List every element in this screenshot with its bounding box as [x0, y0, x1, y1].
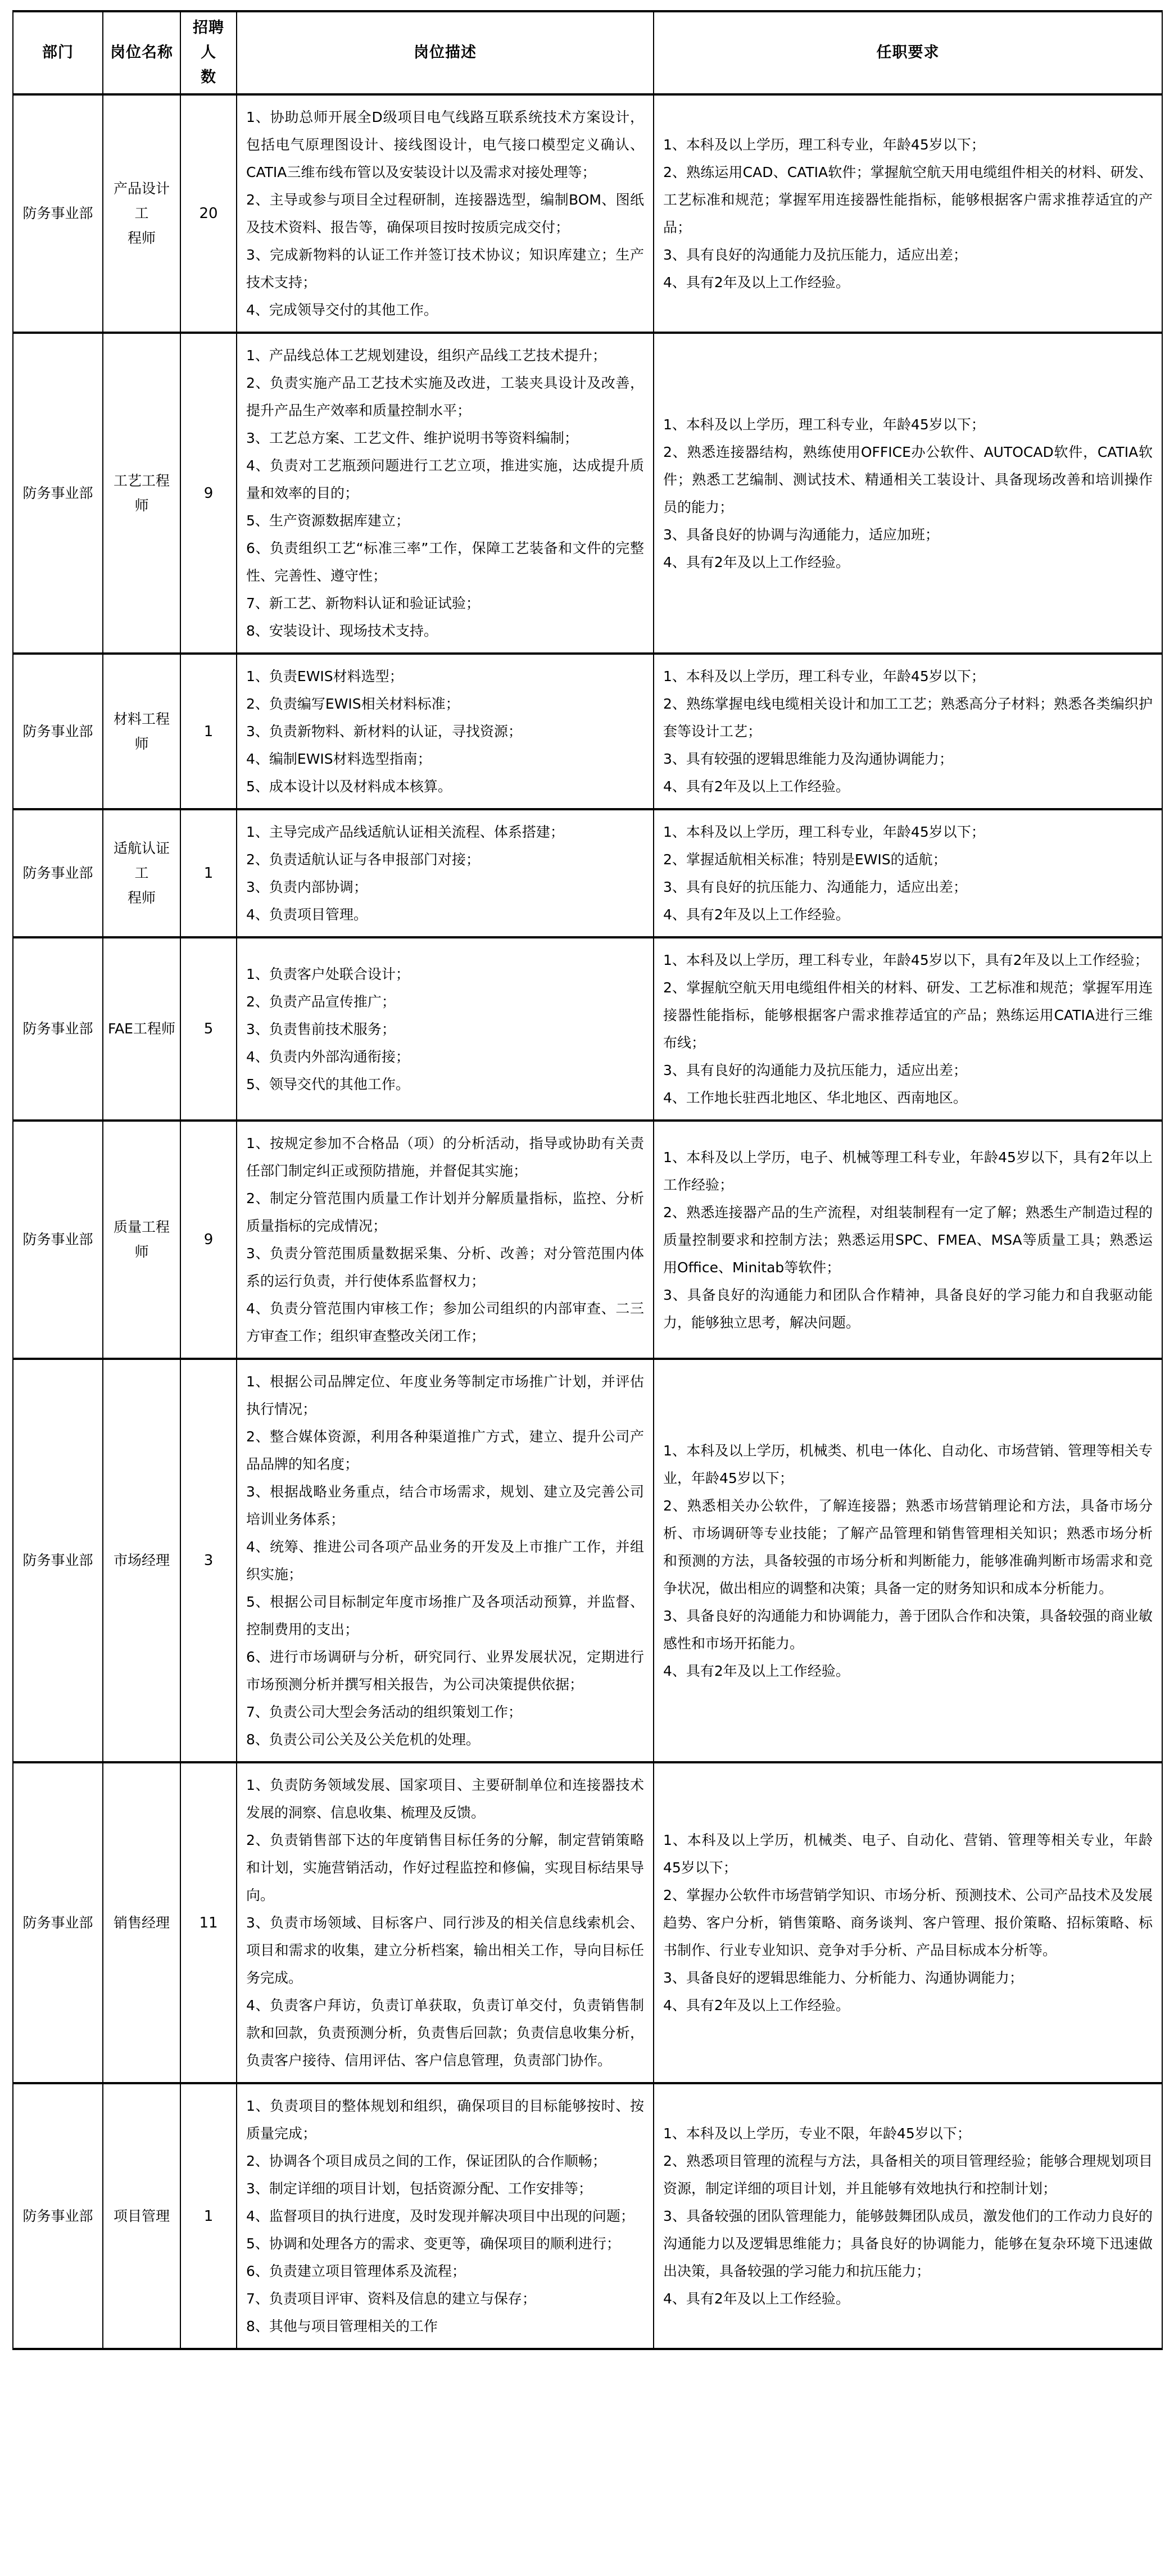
requirement-item: 3、具有较强的逻辑思维能力及沟通协调能力； [663, 751, 953, 767]
description-item: 3、根据战略业务重点，结合市场需求，规划、建立及完善公司培训业务体系； [246, 1484, 644, 1527]
description-item: 3、负责售前技术服务； [246, 1021, 396, 1037]
cell-description [237, 654, 654, 809]
description-item: 4、统筹、推进公司各项产品业务的开发及上市推广工作，并组织实施； [246, 1539, 644, 1582]
requirement-item: 1、本科及以上学历，机械类、电子、自动化、营销、管理等相关专业，年龄45岁以下； [663, 1832, 1153, 1876]
cell-requirements [654, 937, 1162, 1121]
column-header-position: 岗位名称 [103, 11, 180, 94]
description-item: 1、主导完成产品线适航认证相关流程、体系搭建； [246, 824, 564, 840]
description-item: 2、负责实施产品工艺技术实施及改进，工装夹具设计及改善，提升产品生产效率和质量控制水平； [246, 375, 644, 419]
requirement-item: 4、具有2年及以上工作经验。 [663, 1997, 850, 2013]
cell-headcount: 5 [180, 937, 237, 1121]
table-row [13, 654, 1162, 809]
description-item: 1、产品线总体工艺规划建设，组织产品线工艺技术提升； [246, 347, 606, 364]
cell-department: 防务事业部 [13, 1762, 103, 2083]
description-item: 1、负责EWIS材料选型； [246, 668, 404, 684]
description-item: 4、负责对工艺瓶颈问题进行工艺立项，推进实施，达成提升质量和效率的目的； [246, 457, 644, 501]
cell-description [237, 333, 654, 654]
table-header [13, 11, 1162, 94]
requirement-item: 2、熟练掌握电线电缆相关设计和加工工艺；熟悉高分子材料；熟悉各类编织护套等设计工艺； [663, 696, 1153, 740]
table-row [13, 333, 1162, 654]
recruitment-table [12, 10, 1163, 2350]
table-row [13, 937, 1162, 1121]
cell-description [237, 1359, 654, 1762]
description-item: 8、安装设计、现场技术支持。 [246, 623, 438, 639]
description-item: 5、成本设计以及材料成本核算。 [246, 778, 452, 795]
description-item: 5、领导交代的其他工作。 [246, 1076, 410, 1092]
requirement-item: 3、具有良好的沟通能力及抗压能力，适应出差； [663, 1062, 967, 1078]
cell-requirements [654, 1762, 1162, 2083]
cell-position: 材料工程师 [103, 654, 180, 809]
cell-headcount: 3 [180, 1359, 237, 1762]
requirement-item: 2、熟悉连接器结构，熟练使用OFFICE办公软件、AUTOCAD软件，CATIA软件；熟悉工艺编制、测试技术、精通相关工装设计、具备现场改善和培训操作员的能力； [663, 443, 1153, 515]
cell-headcount: 9 [180, 333, 237, 654]
description-item: 3、工艺总方案、工艺文件、维护说明书等资料编制； [246, 430, 578, 446]
description-item: 2、整合媒体资源，利用各种渠道推广方式，建立、提升公司产品品牌的知名度； [246, 1428, 644, 1472]
requirement-item: 2、熟练运用CAD、CATIA软件；掌握航空航天用电缆组件相关的材料、研发、工艺标准和规范；掌握军用连接器性能指标，能够根据客户需求推荐适宜的产品； [663, 164, 1153, 235]
cell-position-line1: 适航认证工 [113, 840, 170, 881]
column-header-requirements: 任职要求 [654, 11, 1162, 94]
description-item: 4、完成领导交付的其他工作。 [246, 302, 438, 318]
description-item: 2、负责销售部下达的年度销售目标任务的分解，制定营销策略和计划，实施营销活动，作好过程监控和修偏，实现目标结果导向。 [246, 1832, 644, 1903]
table-row [13, 2083, 1162, 2349]
cell-description [237, 1762, 654, 2083]
requirement-item: 2、熟悉项目管理的流程与方法，具备相关的项目管理经验；能够合理规划项目资源，制定详细的项目计划，并且能够有效地执行和控制计划； [663, 2153, 1153, 2197]
description-item: 3、负责分管范围质量数据采集、分析、改善；对分管范围内体系的运行负责，并行使体系监督权力； [246, 1245, 644, 1289]
column-header-description: 岗位描述 [237, 11, 654, 94]
description-item: 4、负责分管范围内审核工作；参加公司组织的内部审查、二三方审查工作；组织审查整改关闭工作； [246, 1300, 644, 1344]
cell-requirements [654, 1359, 1162, 1762]
column-header-headcount [180, 11, 237, 94]
table-row [13, 809, 1162, 937]
description-item: 6、负责建立项目管理体系及流程； [246, 2263, 466, 2279]
cell-requirements [654, 654, 1162, 809]
description-item: 2、协调各个项目成员之间的工作，保证团队的合作顺畅； [246, 2153, 606, 2169]
requirement-item: 1、本科及以上学历，理工科专业，年龄45岁以下，具有2年及以上工作经验； [663, 952, 1149, 968]
column-header-headcount-line1: 招聘人 [193, 19, 224, 61]
cell-requirements [654, 2083, 1162, 2349]
requirement-item: 3、具备较强的团队管理能力，能够鼓舞团队成员，激发他们的工作动力良好的沟通能力以及逻辑思维能力；具备良好的协调能力，能够在复杂环境下迅速做出决策，具备较强的学习能力和抗压能力； [663, 2208, 1153, 2279]
requirement-item: 1、本科及以上学历，理工科专业，年龄45岁以下； [663, 668, 985, 684]
description-item: 4、编制EWIS材料选型指南； [246, 751, 432, 767]
requirement-item: 4、工作地长驻西北地区、华北地区、西南地区。 [663, 1090, 967, 1106]
description-item: 2、负责编写EWIS相关材料标准； [246, 696, 460, 712]
description-item: 7、新工艺、新物料认证和验证试验； [246, 595, 480, 611]
description-item: 5、协调和处理各方的需求、变更等，确保项目的顺利进行； [246, 2235, 620, 2252]
requirement-item: 1、本科及以上学历，电子、机械等理工科专业，年龄45岁以下，具有2年以上工作经验； [663, 1149, 1153, 1193]
description-item: 4、负责项目管理。 [246, 906, 368, 923]
description-item: 3、负责内部协调； [246, 879, 368, 895]
description-item: 2、主导或参与项目全过程研制，连接器选型，编制BOM、图纸及技术资料、报告等，确保项目按时按质完成交付； [246, 192, 644, 235]
table-body [13, 94, 1162, 2349]
requirement-item: 3、具备良好的协调与沟通能力，适应加班； [663, 526, 939, 543]
description-item: 1、负责客户处联合设计； [246, 965, 410, 982]
requirement-item: 4、具有2年及以上工作经验。 [663, 778, 850, 795]
cell-department: 防务事业部 [13, 937, 103, 1121]
cell-department: 防务事业部 [13, 2083, 103, 2349]
requirement-item: 4、具有2年及以上工作经验。 [663, 274, 850, 291]
cell-position: FAE工程师 [103, 937, 180, 1121]
cell-headcount: 1 [180, 2083, 237, 2349]
description-item: 8、负责公司公关及公关危机的处理。 [246, 1731, 480, 1748]
description-item: 5、根据公司目标制定年度市场推广及各项活动预算，并监督、控制费用的支出； [246, 1594, 644, 1638]
cell-position: 工艺工程师 [103, 333, 180, 654]
requirement-item: 4、具有2年及以上工作经验。 [663, 2291, 850, 2307]
cell-headcount: 1 [180, 654, 237, 809]
description-item: 7、负责项目评审、资料及信息的建立与保存； [246, 2291, 536, 2307]
cell-position-line2: 程师 [127, 230, 156, 246]
description-item: 8、其他与项目管理相关的工作 [246, 2318, 438, 2334]
cell-position [103, 809, 180, 937]
description-item: 2、负责产品宣传推广； [246, 993, 396, 1010]
requirement-item: 3、具备良好的逻辑思维能力、分析能力、沟通协调能力； [663, 1970, 1023, 1986]
requirement-item: 2、熟悉相关办公软件，了解连接器；熟悉市场营销理论和方法，具备市场分析、市场调研等专业技能；了解产品管理和销售管理相关知识；熟悉市场分析和预测的方法，具备较强的市场分析和判断能力，能够准确判断市场需求和竞争状况，做出相应的调整和决策；具备一定的财务知识和成本分析能力。 [663, 1497, 1153, 1597]
table-row [13, 94, 1162, 333]
description-item: 2、负责适航认证与各申报部门对接； [246, 851, 480, 868]
requirement-item: 4、具有2年及以上工作经验。 [663, 554, 850, 570]
cell-requirements [654, 94, 1162, 333]
description-item: 1、按规定参加不合格品（项）的分析活动，指导或协助有关责任部门制定纠正或预防措施，并督促其实施； [246, 1135, 644, 1179]
description-item: 7、负责公司大型会务活动的组织策划工作； [246, 1704, 522, 1720]
cell-department: 防务事业部 [13, 654, 103, 809]
description-item: 1、根据公司品牌定位、年度业务等制定市场推广计划，并评估执行情况； [246, 1373, 644, 1417]
description-item: 3、完成新物料的认证工作并签订技术协议；知识库建立；生产技术支持； [246, 247, 644, 291]
cell-position: 项目管理 [103, 2083, 180, 2349]
requirement-item: 2、掌握办公软件市场营销学知识、市场分析、预测技术、公司产品技术及发展趋势、客户分析，销售策略、商务谈判、客户管理、报价策略、招标策略、标书制作、行业专业知识、竞争对手分析、产品目标成本分析等。 [663, 1887, 1153, 1958]
requirement-item: 1、本科及以上学历，理工科专业，年龄45岁以下； [663, 824, 985, 840]
requirement-item: 1、本科及以上学历，专业不限，年龄45岁以下； [663, 2125, 971, 2142]
requirement-item: 2、掌握适航相关标准；特别是EWIS的适航； [663, 851, 947, 868]
cell-position-line1: 产品设计工 [113, 180, 170, 221]
cell-headcount: 20 [180, 94, 237, 333]
cell-position: 市场经理 [103, 1359, 180, 1762]
table-row [13, 1121, 1162, 1359]
table-row [13, 1762, 1162, 2083]
cell-description [237, 1121, 654, 1359]
requirement-item: 2、熟悉连接器产品的生产流程，对组装制程有一定了解；熟悉生产制造过程的质量控制要求和控制方法；熟悉运用SPC、FMEA、MSA等质量工具；熟悉运用Office、Minitab等软件； [663, 1204, 1153, 1276]
requirement-item: 3、具有良好的抗压能力、沟通能力，适应出差； [663, 879, 967, 895]
cell-department: 防务事业部 [13, 1359, 103, 1762]
requirement-item: 3、具备良好的沟通能力和团队合作精神，具备良好的学习能力和自我驱动能力，能够独立思考，解决问题。 [663, 1286, 1153, 1331]
description-item: 6、负责组织工艺“标准三率”工作，保障工艺装备和文件的完整性、完善性、遵守性； [246, 540, 644, 584]
cell-requirements [654, 1121, 1162, 1359]
description-item: 2、制定分管范围内质量工作计划并分解质量指标，监控、分析质量指标的完成情况； [246, 1190, 644, 1234]
column-header-department: 部门 [13, 11, 103, 94]
cell-headcount: 11 [180, 1762, 237, 2083]
cell-department: 防务事业部 [13, 333, 103, 654]
cell-description [237, 937, 654, 1121]
cell-position-line2: 程师 [127, 890, 156, 906]
cell-description [237, 809, 654, 937]
cell-headcount: 9 [180, 1121, 237, 1359]
requirement-item: 2、掌握航空航天用电缆组件相关的材料、研发、工艺标准和规范；掌握军用连接器性能指标，能够根据客户需求推荐适宜的产品；熟练运用CATIA进行三维布线； [663, 979, 1153, 1051]
cell-description [237, 94, 654, 333]
description-item: 1、负责防务领域发展、国家项目、主要研制单位和连接器技术发展的洞察、信息收集、梳理及反馈。 [246, 1777, 644, 1821]
description-item: 3、负责新物料、新材料的认证，寻找资源； [246, 723, 522, 740]
description-item: 5、生产资源数据库建立； [246, 513, 410, 529]
requirement-item: 1、本科及以上学历，理工科专业，年龄45岁以下； [663, 137, 985, 153]
description-item: 3、负责市场领域、目标客户、同行涉及的相关信息线索机会、项目和需求的收集，建立分析档案，输出相关工作，导向目标任务完成。 [246, 1915, 644, 1986]
table-row [13, 1359, 1162, 1762]
cell-department: 防务事业部 [13, 1121, 103, 1359]
cell-position [103, 94, 180, 333]
description-item: 4、负责客户拜访，负责订单获取，负责订单交付，负责销售制款和回款，负责预测分析，负责售后回款；负责信息收集分析，负责客户接待、信用评估、客户信息管理，负责部门协作。 [246, 1997, 644, 2069]
description-item: 3、制定详细的项目计划，包括资源分配、工作安排等； [246, 2180, 592, 2197]
header-row [13, 11, 1162, 94]
cell-department: 防务事业部 [13, 94, 103, 333]
requirement-item: 4、具有2年及以上工作经验。 [663, 1662, 850, 1679]
description-item: 1、负责项目的整体规划和组织，确保项目的目标能够按时、按质量完成； [246, 2098, 644, 2142]
cell-requirements [654, 809, 1162, 937]
requirement-item: 1、本科及以上学历，机械类、机电一体化、自动化、市场营销、管理等相关专业，年龄45岁以下； [663, 1442, 1153, 1486]
cell-department: 防务事业部 [13, 809, 103, 937]
description-item: 4、监督项目的执行进度，及时发现并解决项目中出现的问题； [246, 2208, 634, 2224]
requirement-item: 3、具有良好的沟通能力及抗压能力，适应出差； [663, 247, 967, 263]
requirement-item: 4、具有2年及以上工作经验。 [663, 906, 850, 923]
description-item: 1、协助总师开展全D级项目电气线路互联系统技术方案设计，包括电气原理图设计、接线图设计，电气接口模型定义确认、CATIA三维布线布管以及安装设计以及需求对接处理等； [246, 109, 644, 180]
cell-description [237, 2083, 654, 2349]
description-item: 6、进行市场调研与分析，研究同行、业界发展状况，定期进行市场预测分析并撰写相关报告，为公司决策提供依据； [246, 1649, 644, 1693]
requirement-item: 1、本科及以上学历，理工科专业，年龄45岁以下； [663, 416, 985, 433]
requirement-item: 3、具备良好的沟通能力和协调能力，善于团队合作和决策，具备较强的商业敏感性和市场开拓能力。 [663, 1607, 1153, 1652]
cell-headcount: 1 [180, 809, 237, 937]
cell-requirements [654, 333, 1162, 654]
description-item: 4、负责内外部沟通衔接； [246, 1048, 410, 1065]
column-header-headcount-line2: 数 [201, 69, 216, 86]
cell-position: 销售经理 [103, 1762, 180, 2083]
cell-position: 质量工程师 [103, 1121, 180, 1359]
